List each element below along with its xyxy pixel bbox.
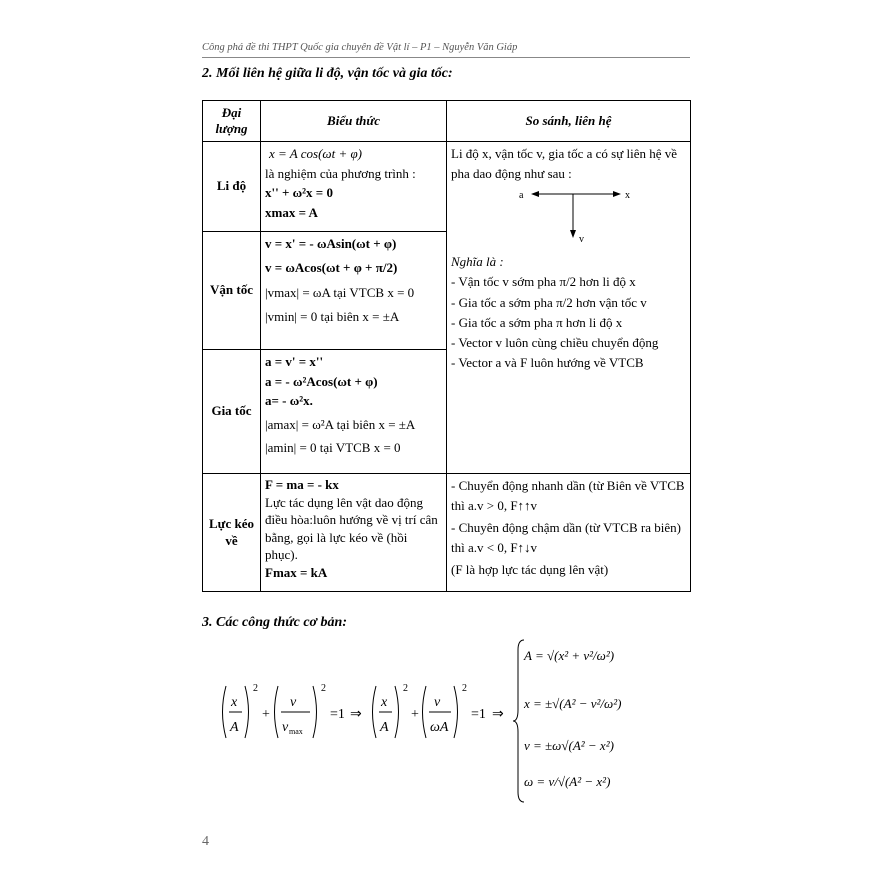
diagram-label-a: a	[519, 190, 524, 202]
compare-item-4: - Vector v luôn cùng chiều chuyển động	[451, 334, 659, 350]
compare-item-3: - Gia tốc a sớm pha π hơn li độ x	[451, 314, 623, 330]
svg-text:=1: =1	[330, 707, 345, 722]
arrow-left-icon	[531, 191, 539, 197]
gia-toc-eq2: a = - ω²Acos(ωt + φ)	[265, 373, 378, 389]
formula-v: v = ±ω√(A² − x²)	[524, 738, 614, 753]
page-number: 4	[202, 834, 209, 849]
svg-text:A: A	[380, 720, 389, 735]
amplitude-formula-figure	[218, 676, 518, 748]
label-luc-keo-ve: Lực kéo về	[203, 474, 261, 592]
compare-intro: Li độ x, vận tốc v, gia tốc a có sự liên hệ về pha dao động như sau :	[451, 146, 678, 182]
diagram-label-x: x	[625, 190, 630, 202]
label-gia-toc: Gia tốc	[203, 350, 261, 474]
diagram-label-v: v	[579, 234, 584, 245]
header-dai-luong: Đại lượng	[203, 101, 261, 142]
gia-toc-max: |amax| = ω²A tại biên x = ±A	[265, 416, 416, 432]
svg-text:ωA: ωA	[430, 720, 449, 735]
section-3-title: 3. Các công thức cơ bản:	[202, 615, 348, 630]
compare-item-6: - Chuyển động nhanh dần (từ Biên về VTCB thì a.v > 0, F↑↑v	[451, 478, 685, 513]
svg-text:2: 2	[403, 683, 408, 694]
svg-text:+: +	[411, 707, 419, 722]
svg-text:x: x	[381, 695, 388, 710]
header-rule	[202, 57, 690, 58]
compare-item-7: - Chuyên động chậm dần (từ VTCB ra biên) thì a.v < 0, F↑↓v	[451, 520, 681, 555]
expr-luc-keo-ve	[261, 474, 447, 592]
compare-cell-motion	[447, 474, 691, 592]
van-toc-min: |vmin| = 0 tại biên x = ±A	[265, 308, 400, 324]
compare-item-2: - Gia tốc a sớm pha π/2 hơn vận tốc v	[451, 294, 647, 310]
gia-toc-eq1: a = v' = x''	[265, 354, 324, 369]
svg-text:+: +	[262, 707, 270, 722]
svg-text:2: 2	[321, 683, 326, 694]
li-do-note: là nghiệm của phương trình :	[265, 165, 416, 181]
nghia-la: Nghĩa là :	[451, 254, 504, 270]
van-toc-eq2: v = ωAcos(ωt + φ + π/2)	[265, 259, 398, 275]
svg-text:⇒: ⇒	[492, 707, 504, 722]
svg-text:2: 2	[462, 683, 467, 694]
formula-x: x = ±√(A² − v²/ω²)	[524, 696, 622, 711]
svg-text:max: max	[289, 727, 303, 736]
label-van-toc: Vận tốc	[203, 232, 261, 350]
svg-text:⇒: ⇒	[350, 707, 362, 722]
svg-text:v: v	[290, 695, 297, 710]
running-header: Công phá đề thi THPT Quốc gia chuyên đề Vật lí – P1 – Nguyễn Văn Giáp	[202, 42, 518, 53]
table-header-row	[203, 101, 691, 142]
van-toc-eq1: v = x' = - ωAsin(ωt + φ)	[265, 236, 397, 251]
arrow-down-icon	[570, 230, 576, 238]
arrow-right-icon	[613, 191, 621, 197]
row-luc-keo-ve	[203, 474, 691, 592]
compare-item-1: - Vận tốc v sớm pha π/2 hơn li độ x	[451, 274, 636, 290]
relation-table	[202, 100, 691, 592]
li-do-max: xmax = A	[265, 204, 318, 220]
svg-text:x: x	[231, 695, 238, 710]
luc-keo-ve-max: Fmax = kA	[265, 564, 328, 580]
compare-item-8: (F là hợp lực tác dụng lên vật)	[451, 562, 609, 577]
formula-system	[512, 638, 632, 804]
expr-gia-toc	[261, 350, 447, 474]
formula-omega: ω = v/√(A² − x²)	[524, 774, 611, 789]
expr-van-toc	[261, 232, 447, 350]
svg-text:v: v	[282, 720, 289, 735]
header-bieu-thuc: Biểu thức	[261, 101, 447, 142]
li-do-eq: x = A cos(ωt + φ)	[269, 146, 363, 161]
luc-keo-ve-eq: F = ma = - kx	[265, 477, 339, 492]
gia-toc-min: |amin| = 0 tại VTCB x = 0	[265, 440, 401, 455]
row-li-do	[203, 142, 691, 232]
svg-text:v: v	[434, 695, 441, 710]
svg-text:A: A	[230, 720, 239, 735]
label-li-do: Li độ	[203, 142, 261, 232]
compare-item-5: - Vector a và F luôn hướng về VTCB	[451, 354, 644, 370]
luc-keo-ve-desc: Lực tác dụng lên vật dao động điều hòa:luôn hướng về vị trí cân bằng, gọi là lực kéo về (hồi phục).	[265, 494, 438, 563]
gia-toc-eq3: a= - ω²x.	[265, 393, 313, 408]
van-toc-max: |vmax| = ωA tại VTCB x = 0	[265, 285, 415, 300]
svg-text:=1: =1	[471, 707, 486, 722]
expr-li-do	[261, 142, 447, 232]
compare-cell	[447, 142, 691, 474]
phase-diagram	[517, 186, 637, 244]
formula-A: A = √(x² + v²/ω²)	[524, 648, 615, 663]
svg-text:2: 2	[253, 683, 258, 694]
header-so-sanh: So sánh, liên hệ	[447, 101, 691, 142]
section-2-title: 2. Mối liên hệ giữa li độ, vận tốc và gia tốc:	[202, 66, 453, 81]
li-do-ode: x'' + ω²x = 0	[265, 185, 333, 200]
